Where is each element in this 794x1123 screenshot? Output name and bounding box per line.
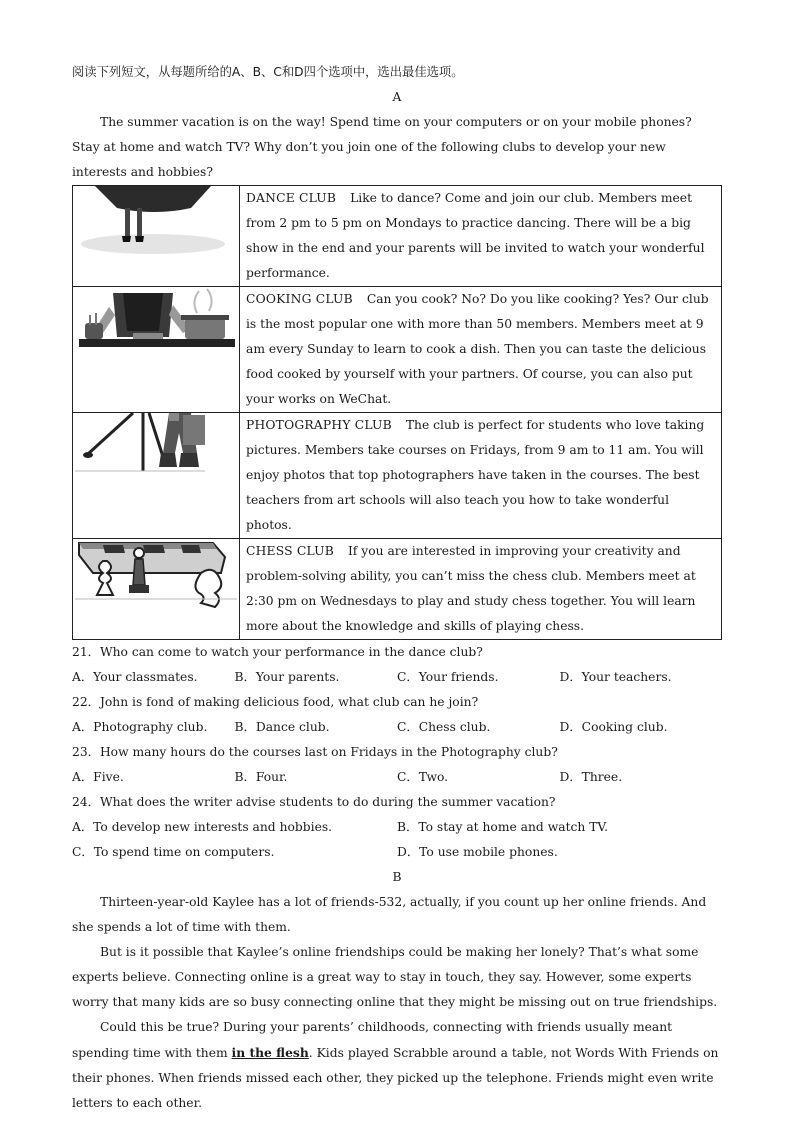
option-b[interactable]: B．Your parents. (234, 670, 340, 684)
option-a[interactable]: A．Photography club. (72, 720, 208, 734)
question-24: 24．What does the writer advise students to do during the summer vacation? (72, 795, 556, 809)
club-name: COOKING CLUB (246, 292, 353, 306)
tripod-picture (73, 413, 240, 539)
paragraph-text-before: Could this be true? During your parents’ childhoods, connecting with friends usually meant spending time with them (72, 1020, 673, 1060)
options-24-row1 (72, 815, 722, 840)
passage-b-paragraph-1: Thirteen-year-old Kaylee has a lot of friends-532, actually, if you count up her online friends. And she spends a lot of time with them. (72, 895, 707, 934)
passage-b-paragraph-3 (72, 1015, 722, 1116)
option-c[interactable]: C．Two. (397, 770, 449, 784)
option-b[interactable]: B．Dance club. (234, 720, 330, 734)
option-a[interactable]: A．Five. (72, 770, 124, 784)
question-22: 22．John is fond of making delicious food, what club can he join? (72, 695, 479, 709)
club-text: If you are interested in improving your creativity and problem-solving ability, you can’t miss the chess club. Members meet at 2:30 pm on Wednesdays to play and study chess together. You will learn more about the knowledge and skills of playing chess. (246, 544, 696, 633)
option-d[interactable]: D．To use mobile phones. (397, 845, 558, 859)
option-d[interactable]: D．Your teachers. (559, 670, 672, 684)
clubs-table (72, 185, 722, 640)
chess-picture (73, 539, 240, 640)
options-23 (72, 765, 722, 790)
section-a-label: A (392, 90, 402, 104)
option-a[interactable]: A．Your classmates. (72, 670, 198, 684)
option-b[interactable]: B．To stay at home and watch TV. (397, 820, 609, 834)
club-cell-cooking (240, 287, 722, 413)
instruction: 阅读下列短文，从每题所给的A、B、C和D四个选项中，选出最佳选项。 (72, 65, 464, 79)
club-cell-photography (240, 413, 722, 539)
club-name: CHESS CLUB (246, 544, 334, 558)
club-name: PHOTOGRAPHY CLUB (246, 418, 392, 432)
option-a[interactable]: A．To develop new interests and hobbies. (72, 820, 333, 834)
option-c[interactable]: C．Your friends. (397, 670, 499, 684)
club-row-dance (73, 186, 722, 287)
club-row-photography (73, 413, 722, 539)
option-c[interactable]: C．Chess club. (397, 720, 491, 734)
paragraph-text-after: . Kids played Scrabble around a table, not Words With Friends on their phones. When friends missed each other, they picked up the telephone. Friends might even write letters to each other. (72, 1046, 719, 1110)
options-24-row2 (72, 840, 722, 865)
options-22 (72, 715, 722, 740)
section-b-label: B (392, 870, 402, 884)
club-text: The club is perfect for students who love taking pictures. Members take courses on Fridays, from 9 am to 11 am. You will enjoy photos that top photographers have taken in the courses. The best teachers from art schools will also teach you how to take wonderful photos. (246, 418, 705, 532)
option-d[interactable]: D．Cooking club. (559, 720, 668, 734)
questions-section-a (72, 640, 722, 865)
option-b[interactable]: B．Four. (234, 770, 288, 784)
question-23: 23．How many hours do the courses last on Fridays in the Photography club? (72, 745, 558, 759)
option-d[interactable]: D．Three. (559, 770, 623, 784)
club-text: Can you cook? No? Do you like cooking? Yes? Our club is the most popular one with more than 50 members. Members meet at 9 am every Sunday to learn to cook a dish. Then you can taste the delicious food cooked by yourself with your partners. Of course, you can also put your works on WeChat. (246, 292, 709, 406)
passage-b-paragraph-2: But is it possible that Kaylee’s online friendships could be making her lonely? That’s what some experts believe. Connecting online is a great way to stay in touch, they say. However, some experts worry that many kids are so busy connecting online that they might be missing out on true friendships. (72, 945, 718, 1009)
club-cell-dance (240, 186, 722, 287)
underlined-phrase: in the flesh (231, 1045, 309, 1060)
question-21: 21．Who can come to watch your performance in the dance club? (72, 645, 483, 659)
options-21 (72, 665, 722, 690)
intro-paragraph: The summer vacation is on the way! Spend time on your computers or on your mobile phones? Stay at home and watch TV? Why don’t you join one of the following clubs to develop your new interests and hobbies? (72, 115, 692, 179)
cook-picture (73, 287, 240, 413)
club-text: Like to dance? Come and join our club. Members meet from 2 pm to 5 pm on Mondays to practice dancing. There will be a big show in the end and your parents will be invited to watch your wonderful performance. (246, 191, 705, 280)
exam-page (72, 60, 722, 1116)
club-cell-chess (240, 539, 722, 640)
club-name: DANCE CLUB (246, 191, 337, 205)
option-c[interactable]: C．To spend time on computers. (72, 845, 275, 859)
dancer-picture (73, 186, 240, 287)
club-row-chess (73, 539, 722, 640)
club-row-cooking (73, 287, 722, 413)
